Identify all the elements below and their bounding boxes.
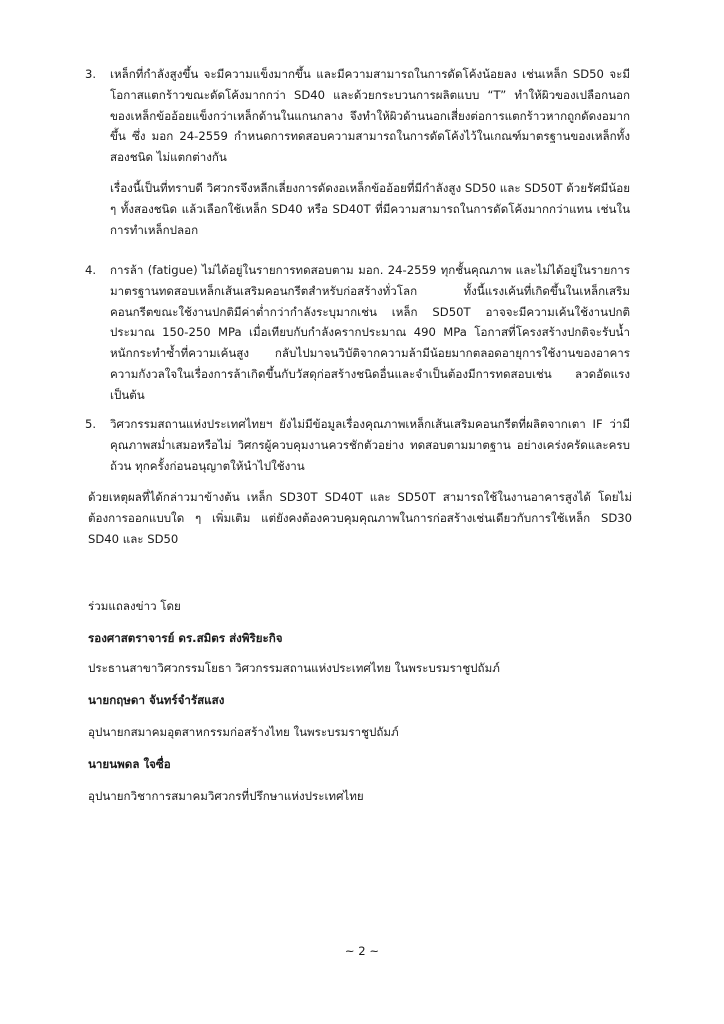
coauthors-label: ร่วมแถลงข่าว โดย (88, 599, 181, 613)
signatory-name: นายกฤษดา จันทร์จำรัสแสง (88, 693, 225, 707)
list-item-5 (85, 414, 630, 476)
list-item-3 (85, 64, 630, 168)
list-item-3-continuation (110, 178, 630, 240)
list-number: 4. (85, 263, 97, 277)
signatory-position: ประธานสาขาวิศวกรรมโยธา วิศวกรรมสถานแห่งประเทศไทย ในพระบรมราชูปถัมภ์ (88, 661, 500, 675)
list-number: 5. (85, 417, 97, 431)
signatory-position: อุปนายกวิชาการสมาคมวิศวกรที่ปรึกษาแห่งประเทศไทย (88, 789, 364, 803)
list-item-text: เรื่องนี้เป็นที่ทราบดี วิศวกรจึงหลีกเลี่ยงการดัดงอเหล็กข้ออ้อยที่มีกำลังสูง SD50 และ SD50T ด้วยรัศมีน้อย ๆ ทั้งสองชนิด แล้วเลือกใช้เหล็ก SD40 หรือ SD40T ที่มีความสามารถในการดัดโค้งมากกว่าแทน เช่นในการทำเหล็กปลอก (110, 181, 630, 237)
list-item-text: เหล็กที่กำลังสูงขึ้น จะมีความแข็งมากขึ้น และมีความสามารถในการดัดโค้งน้อยลง เช่นเหล็ก SD50 จะมีโอกาสแตกร้าวขณะดัดโค้งมากกว่า SD40 และด้วยกระบวนการผลิตแบบ “T” ทำให้ผิวของเปลือกนอกของเหล็กข้ออ้อยแข็งกว่าเหล็กด้านในแกนกลาง จึงทำให้ผิวด้านนอกเสี่ยงต่อการแตกร้าวหากถูกดัดงอมากขึ้น ซึ่ง มอก 24-2559 กำหนดการทดสอบความสามารถในการดัดโค้งไว้ในเกณฑ์มาตรฐานของเหล็กทั้งสองชนิด ไม่แตกต่างกัน (110, 67, 630, 165)
list-item-text: วิศวกรรมสถานแห่งประเทศไทยฯ ยังไม่มีข้อมูลเรื่องคุณภาพเหล็กเส้นเสริมคอนกรีตที่ผลิตจากเตา IF ว่ามีคุณภาพสม่ำเสมอหรือไม่ วิศกรผู้ควบคุมงานควรชักตัวอย่าง ทดสอบตามมาตฐาน อย่างเคร่งครัดและครบถ้วน ทุกครั้งก่อนอนุญาตให้นำไปใช้งาน (110, 417, 630, 473)
conclusion-paragraph: ด้วยเหตุผลที่ได้กล่าวมาข้างต้น เหล็ก SD30T SD40T และ SD50T สามารถใช้ในงานอาคารสูงได้ โดยไม่ต้องการออกแบบใด ๆ เพิ่มเติม แต่ยังคงต้องควบคุมคุณภาพในการก่อสร้างเช่นเดียวกับการใช้เหล็ก SD30 SD40 และ SD50 (88, 490, 632, 546)
list-item-text: การล้า (fatigue) ไม่ได้อยู่ในรายการทดสอบตาม มอก. 24-2559 ทุกชั้นคุณภาพ และไม่ได้อยู่ในรายการมาตรฐานทดสอบเหล็กเส้นเสริมคอนกรีตสำหรับก่อสร้างทั่วโลก ทั้งนี้แรงเค้นที่เกิดขึ้นในเหล็กเสริมคอนกรีตขณะใช้งานปกติมีค่าต่ำกว่ากำลังระบุมากเช่น เหล็ก SD50T อาจจะมีความเค้นใช้งานปกติประมาณ 150-250 MPa เมื่อเทียบกับกำลังครากประมาณ 490 MPa โอกาสที่โครงสร้างปกติจะรับน้ำหนักกระทำซ้ำที่ความเค้นสูง กลับไปมาจนวิบัติจากความล้ามีน้อยมากตลอดอายุการใช้งานของอาคาร ความกังวลใจในเรื่องการล้าเกิดขึ้นกับวัสดุก่อสร้างชนิดอื่นและจำเป็นต้องมีการทดสอบเช่น ลวดอัดแรง เป็นต้น (110, 263, 630, 402)
list-item-4 (85, 260, 630, 406)
list-number: 3. (85, 67, 97, 81)
signatory-name: นายนพดล ใจซื่อ (88, 757, 171, 771)
page-number: ~ 2 ~ (344, 944, 380, 958)
signatory-name: รองศาสตราจารย์ ดร.สมิตร ส่งพิริยะกิจ (88, 631, 283, 645)
signatory-position: อุปนายกสมาคมอุตสาหกรรมก่อสร้างไทย ในพระบรมราชูปถัมภ์ (88, 725, 399, 739)
